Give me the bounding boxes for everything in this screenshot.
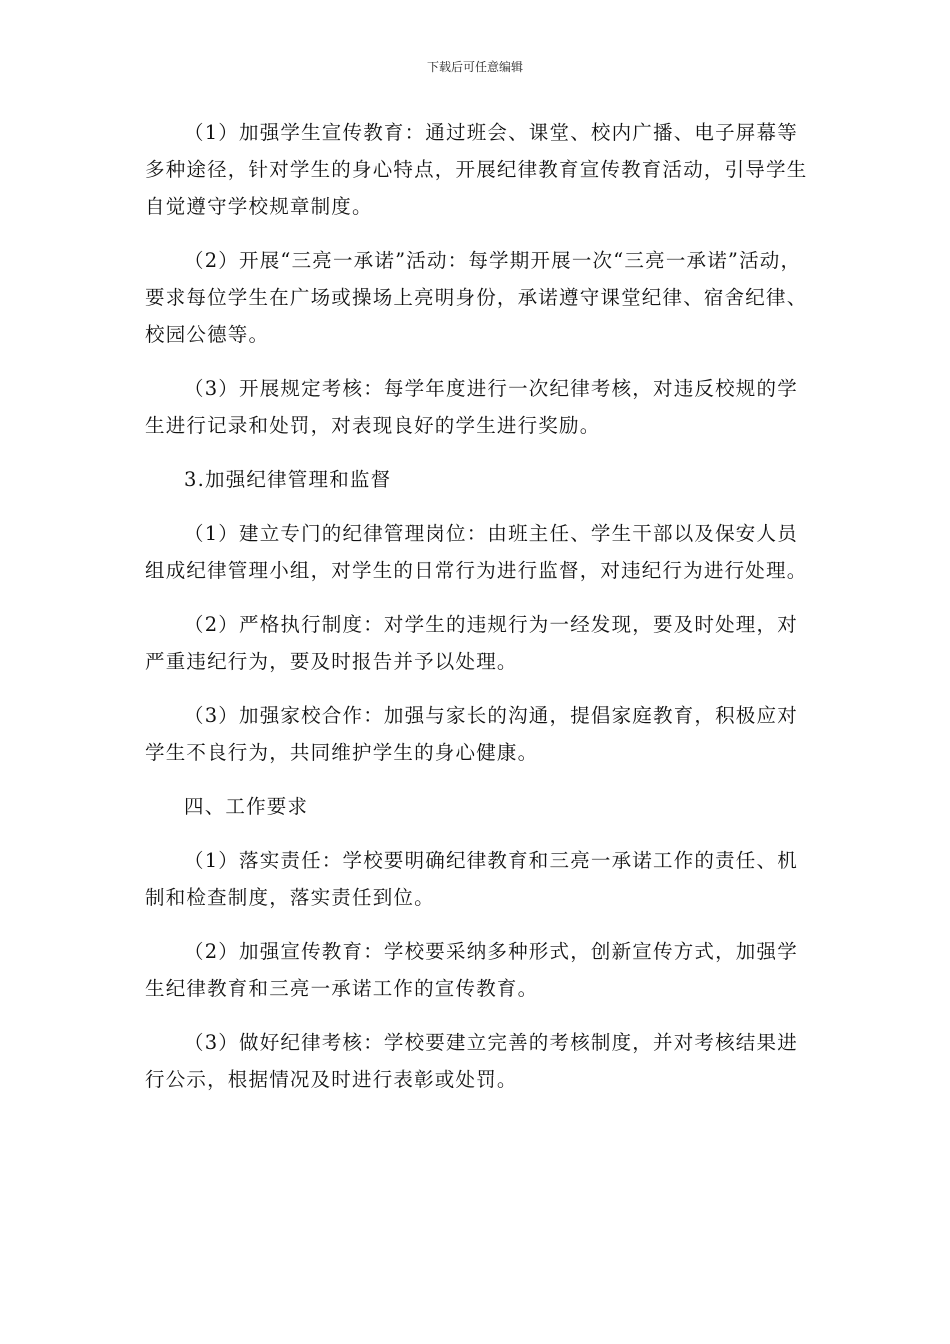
document-body	[145, 114, 809, 1115]
paragraph-publicity-education: （1）加强学生宣传教育：通过班会、课堂、校内广播、电子屏幕等多种途径，针对学生的身心特点，开展纪律教育宣传教育活动，引导学生自觉遵守学校规章制度。	[145, 121, 808, 218]
paragraph-discipline-assessment: （3）做好纪律考核：学校要建立完善的考核制度，并对考核结果进行公示，根据情况及时进行表彰或处罚。	[145, 1031, 798, 1091]
page-header-note: 下载后可任意编辑	[426, 60, 523, 74]
section-heading-discipline-management: 3.加强纪律管理和监督	[184, 468, 392, 491]
paragraph-strict-enforcement: （2）严格执行制度：对学生的违规行为一经发现，要及时处理，对严重违纪行为，要及时报告并予以处理。	[145, 613, 798, 673]
paragraph-assessment: （3）开展规定考核：每学年度进行一次纪律考核，对违反校规的学生进行记录和处罚，对表现良好的学生进行奖励。	[145, 377, 798, 437]
section-heading-work-requirements: 四、工作要求	[184, 795, 309, 818]
paragraph-management-post: （1）建立专门的纪律管理岗位：由班主任、学生干部以及保安人员组成纪律管理小组，对学生的日常行为进行监督，对违纪行为进行处理。	[145, 522, 808, 582]
paragraph-three-bright-one-promise: （2）开展“三亮一承诺”活动：每学期开展一次“三亮一承诺”活动，要求每位学生在广场或操场上亮明身份，承诺遵守课堂纪律、宿舍纪律、校园公德等。	[145, 249, 808, 346]
paragraph-home-school-cooperation: （3）加强家校合作：加强与家长的沟通，提倡家庭教育，积极应对学生不良行为，共同维护学生的身心健康。	[145, 704, 798, 764]
paragraph-strengthen-publicity: （2）加强宣传教育：学校要采纳多种形式，创新宣传方式，加强学生纪律教育和三亮一承诺工作的宣传教育。	[145, 940, 798, 1000]
paragraph-responsibility: （1）落实责任：学校要明确纪律教育和三亮一承诺工作的责任、机制和检查制度，落实责任到位。	[145, 849, 798, 909]
